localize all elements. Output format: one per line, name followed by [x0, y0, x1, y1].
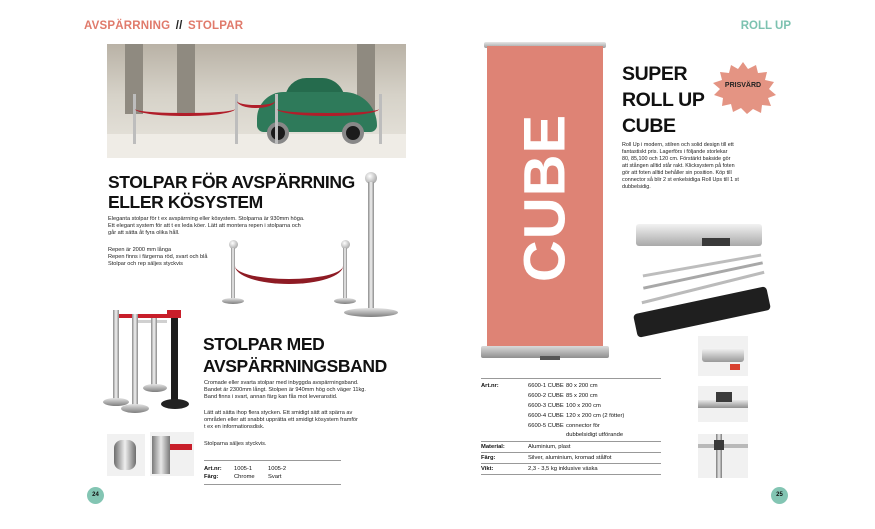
rollup-desc-line: dubbelsidig. [622, 184, 651, 190]
rollup-connector-photo [698, 434, 748, 478]
spec-value: Aluminium, plast [528, 444, 571, 450]
table-row [481, 411, 661, 421]
rollup-desc-line: 80, 85,100 och 120 cm. Förstärkt bakside gör [622, 156, 731, 162]
rollup-desc-line: fantastiskt pris. Lagerförs i följande storlekar [622, 149, 728, 155]
rollup-desc-line: connector så blir 2 st enkelsidiga Roll Ups till 1 st [622, 177, 739, 183]
table-cell: 120 x 200 cm (2 fötter) [566, 413, 625, 419]
spec-value: Silver, aluminium, kromad stålfot [528, 455, 612, 461]
table-label: Färg: [204, 474, 219, 480]
product2-desc2-line: t ex en informationsdisk. [204, 424, 265, 431]
section-separator: // [175, 20, 183, 32]
belt-detail-photo [150, 432, 194, 476]
table-cell [528, 431, 566, 439]
table-cell: 1005-2 [268, 466, 287, 472]
page-number-left: 24 [87, 487, 104, 504]
table-cell: Chrome [234, 474, 255, 480]
table-label [481, 431, 528, 439]
table-cell: 6600-5 CUBE [528, 423, 564, 429]
product1-title-line1: STOLPAR FÖR AVSPÄRRNING [108, 172, 355, 192]
product1-note: Repen finns i färgerna röd, svart och blå [108, 254, 208, 261]
table-cell: 6600-3 CUBE [528, 403, 564, 409]
product2-spec-table [204, 460, 341, 485]
product2-desc2-line: områden eller att snabbt upprätta ett smidigt kösystem framför [204, 417, 358, 424]
rollup-desc-line: Roll Up i modern, stilren och solid design till ett [622, 142, 734, 148]
product2-desc-line: Bandet är 2300mm långt. Stolpen är 940mm hög och väger 11kg. [204, 387, 366, 394]
product1-note: Stolpar och rep säljes styckvis [108, 261, 183, 268]
product2-description [204, 380, 389, 402]
table-label: Art.nr: [204, 466, 222, 472]
table-row [481, 421, 661, 431]
product1-desc-line: Ett elegant system för att t ex leda köer. Lätt att montera repen i stolparna och [108, 223, 301, 230]
table-label [481, 421, 528, 431]
subsection-label: STOLPAR [187, 20, 244, 32]
product2-note: Stolparna säljes styckvis. [204, 441, 267, 447]
rollup-title-line2: ROLL UP [622, 89, 705, 111]
table-label [481, 411, 528, 421]
section-label: AVSPÄRRNING [84, 20, 171, 32]
table-label [481, 401, 528, 411]
spec-label: Färg: [481, 455, 496, 461]
spec-label: Material: [481, 444, 505, 450]
price-badge-label: PRISVÄRD [724, 82, 762, 89]
right-section-header: ROLL UP [740, 20, 791, 32]
product2-title-line2: AVSPÄRRNINGSBAND [203, 356, 387, 376]
table-row [204, 465, 341, 473]
spec-row [481, 464, 661, 474]
banner-foot [540, 356, 560, 360]
table-cell: 1005-1 [234, 466, 253, 472]
rollup-spec-table [481, 378, 661, 475]
table-label: Art.nr: [481, 383, 499, 389]
car-showroom-photo [107, 44, 406, 158]
table-cell: 6600-2 CUBE [528, 393, 564, 399]
table-row [481, 431, 661, 439]
table-cell: 6600-4 CUBE [528, 413, 564, 419]
table-row [481, 381, 661, 391]
spec-row [481, 453, 661, 463]
rollup-foot-detail-photo [698, 386, 748, 422]
table-row [204, 473, 341, 481]
product1-title-line2: ELLER KÖSYSTEM [108, 192, 263, 212]
table-cell: 6600-1 CUBE [528, 383, 564, 389]
spec-label: Vikt: [481, 466, 494, 472]
rollup-desc-line: gör att foten alltid behåller sin position. Köp till [622, 170, 732, 176]
table-cell: connector för [566, 423, 600, 429]
product2-title-line1: STOLPAR MED [203, 334, 325, 354]
product2-desc2-line: Lätt att sätta ihop flera stycken. Ett smidigt sätt att spärra av [204, 410, 353, 416]
product1-note: Repen är 2000 mm långa [108, 247, 172, 253]
table-row [481, 401, 661, 411]
belt-stanchions-image [105, 304, 195, 422]
product1-desc-line: går att sätta åt fyra olika håll. [108, 230, 180, 237]
table-cell: dubbelsidigt utförande [566, 432, 624, 438]
product2-title [203, 333, 387, 377]
rollup-description [622, 142, 782, 191]
rollup-title-line3: CUBE [622, 115, 676, 137]
rollup-title-line1: SUPER [622, 63, 688, 85]
banner-word: CUBE [512, 113, 578, 283]
spec-value: 2,3 - 3,5 kg inklusive väska [528, 466, 598, 472]
page-number-right: 25 [771, 487, 788, 504]
rollup-title [622, 61, 704, 139]
table-row [481, 391, 661, 401]
belt-cassette-photo [107, 434, 145, 476]
rollup-kit-photo [632, 208, 782, 338]
spec-row [481, 442, 661, 452]
product1-desc-line: Eleganta stolpar för t ex avspärrning eller kösystem. Stolparna är 930mm höga. [108, 216, 305, 222]
table-cell: Svart [268, 474, 282, 480]
table-label [481, 391, 528, 401]
rollup-desc-line: att stången alltid står rakt. Klicksystem på foten [622, 163, 735, 169]
table-cell: 85 x 200 cm [566, 393, 598, 399]
product2-description-2 [204, 410, 389, 432]
table-cell: 80 x 200 cm [566, 383, 598, 389]
section-header [84, 20, 243, 32]
rope-stanchions-image [218, 168, 388, 318]
product2-desc-line: Band finns i svart, annan färg kan fås mot leveranstid. [204, 394, 338, 401]
product2-desc-line: Cromade eller svarta stolpar med inbyggda avspärrningsband. [204, 380, 359, 386]
table-cell: 100 x 200 cm [566, 403, 601, 409]
rollup-base-detail-photo [698, 336, 748, 376]
